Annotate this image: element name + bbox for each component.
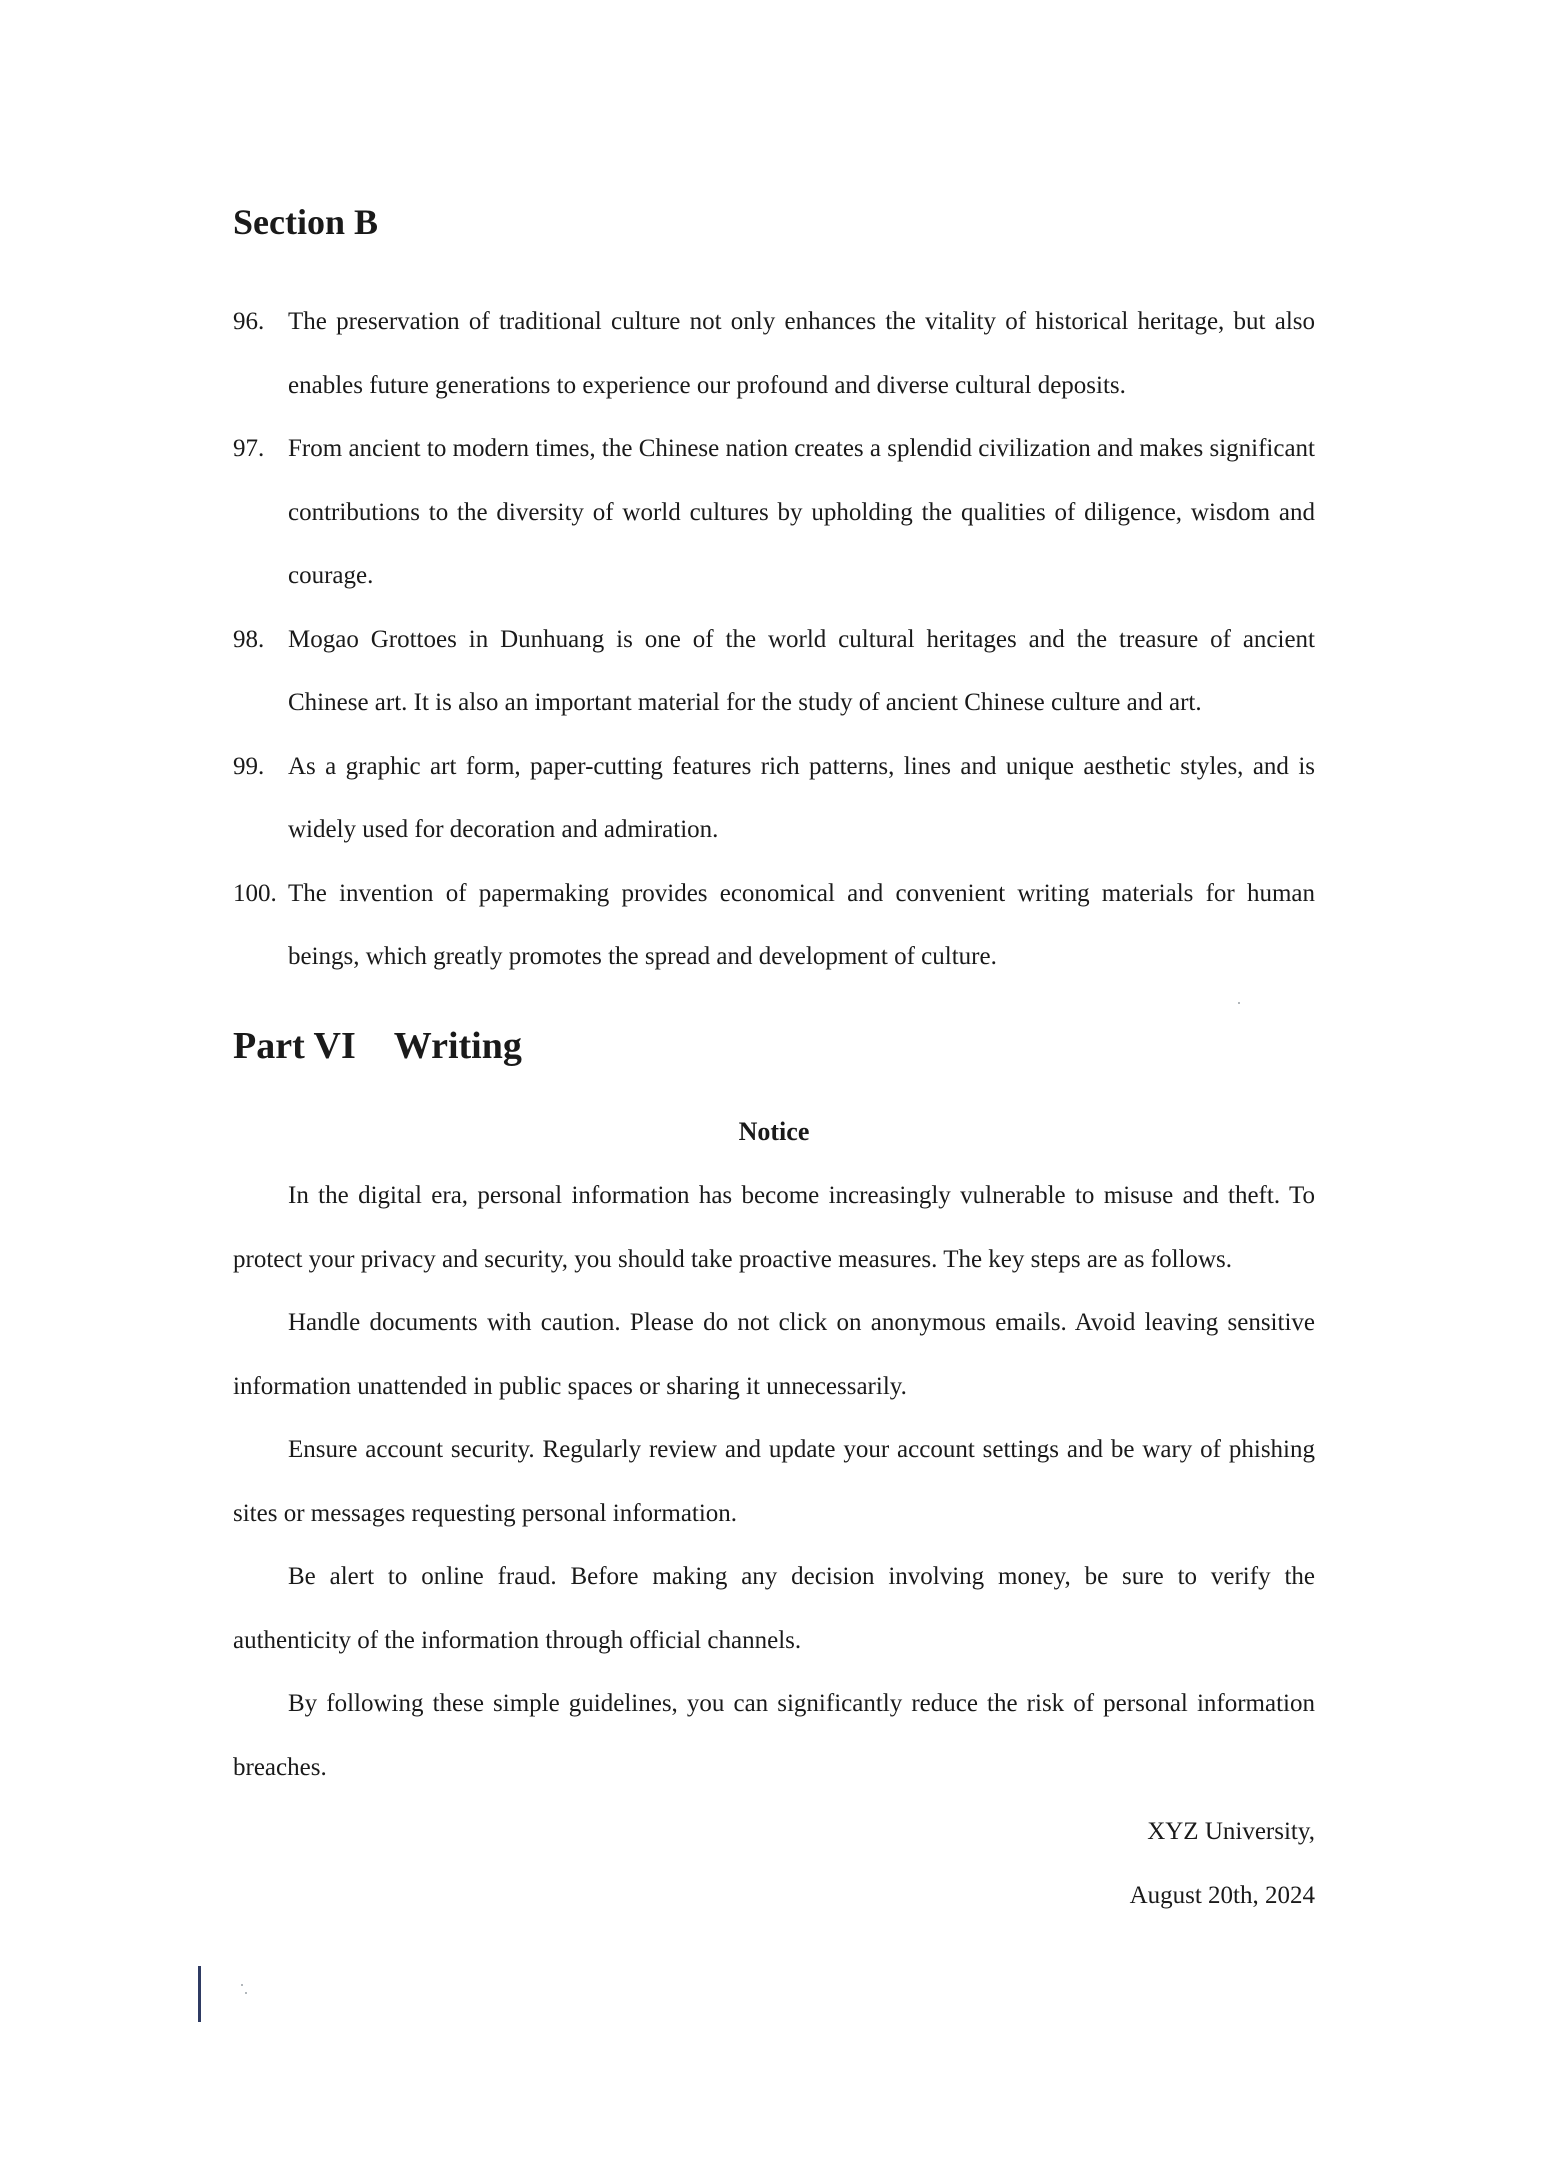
part-name: Writing	[393, 1025, 522, 1067]
item-number: 99.	[233, 752, 265, 780]
notice-paragraph-account: Ensure account security. Regularly review and update your account settings and be wary of phishing sites or messages requesting personal information.	[233, 1436, 1315, 1527]
item-text: The invention of papermaking provides economical and convenient writing materials for human beings, which greatly promotes the spread and development of culture.	[288, 879, 1315, 970]
item-text: From ancient to modern times, the Chinese nation creates a splendid civilization and makes significant contributions to the diversity of world cultures by upholding the qualities of diligence, wisdom and courage.	[288, 435, 1315, 589]
notice-title: Notice	[738, 1117, 810, 1146]
notice-paragraph-fraud: Be alert to online fraud. Before making any decision involving money, be sure to verify the authenticity of the information through official channels.	[233, 1563, 1315, 1654]
item-number: 97.	[233, 435, 265, 462]
notice-paragraph-closing: By following these simple guidelines, you can significantly reduce the risk of personal information breaches.	[233, 1690, 1315, 1781]
signoff-date: August 20th, 2024	[1129, 1881, 1315, 1909]
answer-item-98	[233, 608, 1315, 735]
answer-item-100	[233, 862, 1315, 989]
notice-paragraph-intro: In the digital era, personal information has become increasingly vulnerable to misuse and theft. To protect your privacy and security, you should take proactive measures. The key steps are as follows.	[233, 1182, 1315, 1273]
item-text: As a graphic art form, paper-cutting features rich patterns, lines and unique aesthetic styles, and is widely used for decoration and admiration.	[288, 752, 1315, 843]
answer-item-99	[233, 735, 1315, 862]
scan-speck	[241, 1984, 243, 1986]
answer-item-96	[233, 290, 1315, 417]
item-number: 96.	[233, 308, 265, 335]
item-number: 100.	[233, 879, 277, 907]
notice-body	[233, 1164, 1315, 1799]
scan-speck	[1238, 1002, 1240, 1004]
part-label: Part VI	[233, 1025, 356, 1067]
margin-mark	[198, 1966, 201, 2022]
item-number: 98.	[233, 625, 265, 653]
notice-signoff	[233, 1800, 1315, 1927]
section-b-heading: Section B	[233, 202, 379, 242]
item-text: Mogao Grottoes in Dunhuang is one of the world cultural heritages and the treasure of ancient Chinese art. It is also an important material for the study of ancient Chinese culture and art.	[288, 625, 1315, 716]
notice-paragraph-documents: Handle documents with caution. Please do not click on anonymous emails. Avoid leaving sensitive information unattended in public spaces or sharing it unnecessarily.	[233, 1309, 1315, 1400]
scan-speck	[245, 1992, 247, 1994]
answer-item-97	[233, 417, 1315, 608]
item-text: The preservation of traditional culture not only enhances the vitality of historical heritage, but also enables future generations to experience our profound and diverse cultural deposits.	[288, 308, 1315, 399]
signoff-organization: XYZ University,	[1147, 1818, 1315, 1845]
part-vi-heading	[233, 1020, 522, 1072]
translation-answer-list	[233, 290, 1315, 989]
